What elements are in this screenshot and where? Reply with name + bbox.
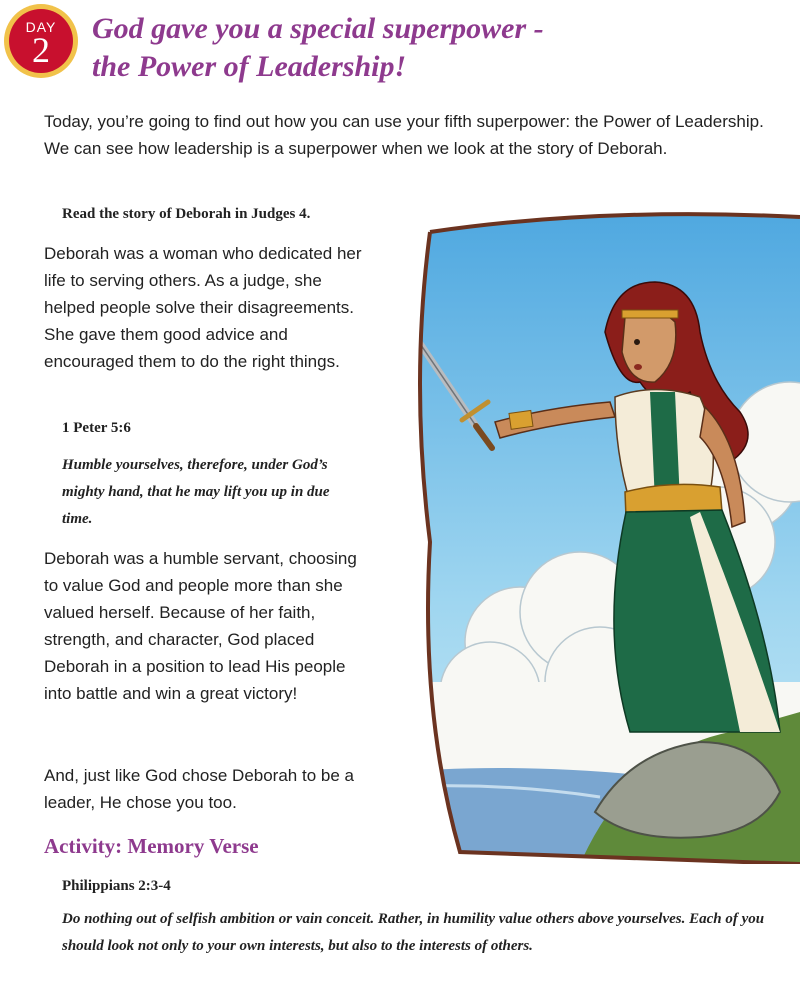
memory-verse-text: Do nothing out of selfish ambition or vain conceit. Rather, in humility value others above yourselves. Each of you should look not only to your own interests, but also to the interests of others. bbox=[62, 911, 765, 954]
day-number: 2 bbox=[32, 30, 50, 70]
paragraph-deborah-intro: Deborah was a woman who dedicated her life to serving others. As a judge, she helped people solve their disagreements. She gave them good advice and encouraged them to do the right things. bbox=[44, 244, 362, 371]
title-line-1: God gave you a special superpower - bbox=[92, 12, 544, 45]
day-label: DAY bbox=[25, 19, 57, 35]
paragraph-humble-servant: Deborah was a humble servant, choosing to value God and people more than she valued herself. Because of her faith, strength, and character, God placed Deborah in a position to lead His people into battle and win a great victory! bbox=[44, 549, 357, 703]
title-line-2: the Power of Leadership! bbox=[92, 50, 407, 83]
intro-paragraph: Today, you’re going to find out how you can use your fifth superpower: the Power of Leadership. We can see how leadership is a superpower when we look at the story of Deborah. bbox=[44, 112, 764, 158]
verse-reference: 1 Peter 5:6 bbox=[62, 420, 131, 436]
activity-heading: Activity: Memory Verse bbox=[44, 834, 259, 858]
page-title bbox=[92, 10, 712, 86]
memory-verse-reference: Philippians 2:3-4 bbox=[62, 878, 171, 894]
day-badge bbox=[4, 4, 78, 78]
deborah-illustration bbox=[400, 212, 800, 864]
read-note: Read the story of Deborah in Judges 4. bbox=[62, 206, 311, 222]
verse-text: Humble yourselves, therefore, under God’s mighty hand, that he may lift you up in due time. bbox=[62, 457, 330, 527]
paragraph-chose-you: And, just like God chose Deborah to be a leader, He chose you too. bbox=[44, 766, 354, 812]
day-badge-inner bbox=[9, 9, 73, 73]
